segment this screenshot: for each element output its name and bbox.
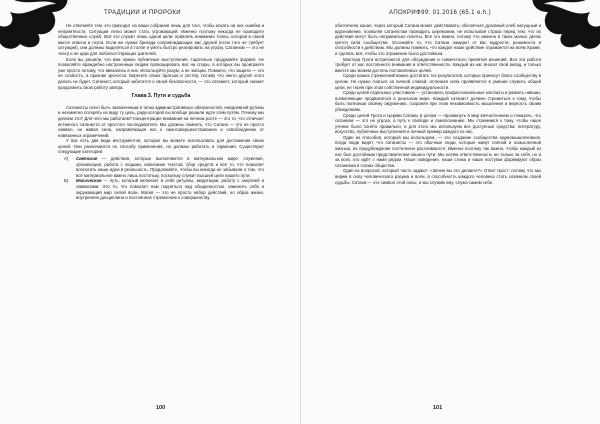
paragraph: Среди целей Грота и Церкви Сатаны в целом — проникнуть в мир впечатлением и показать, что сатанизм — это не угроза, а путь к свободе и самопознанию. Мы стремимся к тому, чтобы наше учение было понято правильно, и для этого мы используем все доступные средства: литературу, искусство, публичные выступления и личный пример каждого из нас. [335, 112, 541, 135]
paragraph: обеспечили канал, через который Сатана может действовать; обеспечьте духовный хлеб насущный и вдохновение, позволяя сатанистам проводить церемонии, не испытывая страха перед тем, что их действия могут быть неправильно поняты. Всё это важно, потому что именно в таких малых делах куется сила сообщества. Осознайте то, что Сатана ожидает от вас мудрости, решимости и способности к действию. Мы должны помнить, что каждое наше действие отражается на всём Храме, и сделать всё, чтобы это отражение было достойным. [335, 23, 541, 56]
tool-list [58, 156, 264, 201]
list-item [58, 178, 264, 200]
paragraph: Если вы решили, что вам нужны публичные выступления, тщательно продумайте формат. Не позволяйте враждебно настроенным людям провоцировать вас на споры, в которых вы проиграете уже просто потому, что ввязались в них. Используйте разум, а не эмоции. Помните, что защита — это не слабость, а признак зрелости. Берегите своих братьев и сестёр, потому что никто другой этого делать не будет. Сатанист, который заботится о своей безопасности, — это сатанист, который сможет продолжить свою работу завтра. [58, 56, 264, 90]
page-number: 100 [156, 405, 166, 411]
list-marker: Б) [64, 178, 69, 184]
list-term: Магические [76, 178, 102, 184]
list-marker: А) [64, 156, 69, 162]
list-text: — путь, который включает в себя ритуалы, медитации, работу с энергией и символами. Это то, что помогает нам подняться над обыденностью, изменить себя и окружающий мир силой воли. Магия — это не просто набор действий, но образ жизни, внутренняя дисциплина и постоянное стремление к совершенству. [76, 178, 264, 201]
paragraph: У вас есть два вида инструментов, которые вы можете использовать для достижения своих целей. Они различаются по способу применения, но должны работать в гармонии. Существуют следующие категории: [58, 138, 264, 155]
right-page [300, 0, 600, 424]
paragraph: Не отвечайте тем, кто приходит на ваши собрания лишь для того, чтобы искать на них ошибки и неприятности. Ситуации легко может стать угрожающей. Именно поэтому никогда не проводите общественных служб. Всё это служит лишь одной цели: привлечь внимание толпы, которая в своей массе опасна и глупа. Если же нужна бригада сопровождающих вас друзей (если того не требует ситуация), они должны выделяться в толпе и уметь быстро реагировать на угрозу. Сатанизм — это не театр и не цирк для любопытствующих зрителей. [58, 23, 264, 56]
running-header: ТРАДИЦИИ И ПРОРОКИ [104, 10, 181, 16]
paragraph: Мастера Грота встречаются для обсуждения и совместного принятия решений. Вся эта работа требует от нас постоянного внимания и ответственности. Каждый из нас вносит свой вклад, и только вместе мы можем достичь поставленных целей. [335, 56, 541, 73]
left-body-text [58, 23, 264, 409]
running-header: АПОКРИФ99: 01.2016 (65.1 e.h.) [389, 10, 491, 16]
paragraph: Среди целей отдельных участников — установить профессиональные контакты и развить навыки, позволяющие продвигаться в реальном мире. Каждый сатанист должен стремиться к тому, чтобы быть полезным своему окружению, сохраняя при этом независимость мышления и верность своим убеждениям. [335, 90, 541, 112]
paragraph: Один из вопросов, который часто задают: «Зачем вы это делаете?» Ответ прост: потому что мы верим в силу человеческого разума и воли, в способность каждого человека стать хозяином своей судьбы. Сатана — это символ этой силы, и мы служим ему, служа самим себе. [335, 168, 541, 185]
list-term: Светские [76, 156, 98, 162]
list-body [76, 156, 264, 178]
chapter-heading: Глава 3. Пути и судьба [131, 93, 191, 100]
paragraph: Сатанисты легко быть захваченным в тиски административных обязанностей, ежедневной рутины и незаметно потерять из виду ту цель, ради которой вы вообще решили идти этим путём. Почему мы делаем это? Для чего мы работаем? Концентрация внимания на личном росте — это то, что отличает истинного сатаниста от простого последователя. Мы должны помнить, что Сатана — это не просто символ, но живая сила, направляющая нас к самосовершенствованию и освобождению от навязанных ограничений. [58, 104, 264, 138]
list-item [58, 156, 264, 178]
list-text: — действия, которые выполняются в материальном мире: служение, организация, работа с людьми, написание текстов, сбор средств и всё то, что помогает воплотить наши идеи в реальность. Продолжайте, чтобы вы никогда не забывали о том, что всё материальное важно лишь постольку, поскольку служит высшей цели нашего пути. [76, 156, 264, 178]
page-number: 101 [433, 405, 443, 411]
paragraph: Один из способов, который мы используем, — это создание сообщества единомышленников. Когда люди видят, что сатанисты — это обычные люди, которые живут полной и осмысленной жизнью, их предубеждения постепенно рассеиваются. Именно поэтому так важно, чтобы каждый из нас был достойным представителем нашего пути. Мы несём ответственность не только за себя, но и за всех, кто идёт с нами рядом. Наше поведение, наши слова и наши поступки формируют образ сатанизма в глазах общества. [335, 134, 541, 168]
list-body [76, 178, 264, 200]
right-body-text [335, 23, 541, 409]
paragraph: Среди наших стремлений важно достигать тех результатов, которые принесут благо сообществу в целом. Не нужно гнаться за личной славой; истинная сила проявляется в умении служить общей цели, не теряя при этом собственной индивидуальности. [335, 73, 541, 90]
